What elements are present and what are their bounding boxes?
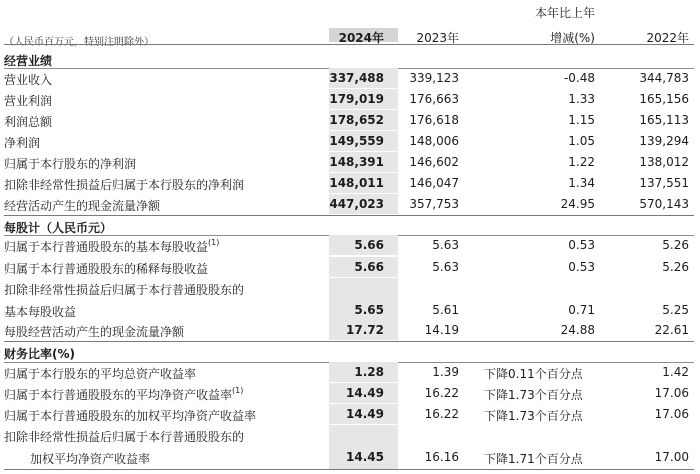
value-change: 1.22 bbox=[568, 155, 595, 169]
value-2024: 179,019 bbox=[329, 92, 384, 106]
value-2022: 17.06 bbox=[654, 386, 689, 400]
value-2024: 5.66 bbox=[354, 260, 384, 274]
value-2024: 14.49 bbox=[346, 407, 384, 421]
value-2024: 5.66 bbox=[354, 238, 384, 252]
value-2024: 14.49 bbox=[346, 386, 384, 400]
value-change: 24.95 bbox=[560, 197, 595, 211]
value-2022: 139,294 bbox=[639, 134, 689, 148]
value-2024: 337,488 bbox=[329, 71, 384, 85]
table-row bbox=[0, 257, 700, 277]
value-2024: 149,559 bbox=[329, 134, 384, 148]
value-2023: 176,618 bbox=[409, 113, 459, 127]
table-row bbox=[0, 320, 700, 340]
table-row bbox=[0, 110, 700, 130]
table-row bbox=[0, 278, 700, 320]
table-row bbox=[0, 383, 700, 403]
row-label: 净利润 bbox=[4, 136, 41, 150]
table-bottom-border bbox=[4, 469, 694, 470]
table-row bbox=[0, 362, 700, 382]
col-header-2023: 2023年 bbox=[416, 31, 459, 45]
value-change: 1.34 bbox=[568, 176, 595, 190]
value-2023: 16.16 bbox=[424, 450, 459, 464]
row-label-text: 归属于本行普通股股东的平均净资产收益率 bbox=[4, 388, 233, 402]
unit-note: （人民币百万元，特别注明除外） bbox=[4, 37, 154, 48]
table-row bbox=[0, 68, 700, 88]
value-change: 1.15 bbox=[568, 113, 595, 127]
row-label-text: 归属于本行普通股股东的基本每股收益 bbox=[4, 240, 209, 254]
col-header-change-line1: 本年比上年 bbox=[534, 6, 595, 20]
table-row bbox=[0, 152, 700, 172]
value-2023: 16.22 bbox=[424, 386, 459, 400]
value-2023: 5.63 bbox=[432, 260, 459, 274]
value-2023: 339,123 bbox=[409, 71, 459, 85]
value-2024: 5.65 bbox=[354, 303, 384, 317]
table-row bbox=[0, 89, 700, 109]
value-2023: 1.39 bbox=[432, 365, 459, 379]
value-2022: 344,783 bbox=[639, 71, 689, 85]
row-label: 归属于本行普通股股东的加权平均净资产收益率 bbox=[4, 409, 257, 423]
value-2022: 165,113 bbox=[639, 113, 689, 127]
section-title-ratios: 财务比率(%) bbox=[4, 347, 75, 361]
value-change: 下降0.11个百分点 bbox=[484, 367, 583, 381]
value-2022: 570,143 bbox=[639, 197, 689, 211]
value-2023: 357,753 bbox=[409, 197, 459, 211]
col-header-change-line2: 增减(%) bbox=[550, 31, 595, 45]
value-2024: 178,652 bbox=[329, 113, 384, 127]
value-2024: 148,011 bbox=[329, 176, 384, 190]
row-label-line1: 扣除非经常性损益后归属于本行普通股股东的 bbox=[4, 430, 245, 444]
value-change: -0.48 bbox=[563, 71, 595, 85]
value-change: 1.33 bbox=[568, 92, 595, 106]
footnote-marker: (1) bbox=[208, 238, 220, 247]
value-2024: 14.45 bbox=[346, 450, 384, 464]
value-2023: 5.61 bbox=[432, 303, 459, 317]
value-change: 下降1.73个百分点 bbox=[484, 388, 583, 402]
value-2022: 1.42 bbox=[662, 365, 689, 379]
section-title-per-share: 每股计（人民币元） bbox=[4, 221, 113, 235]
table-row bbox=[0, 235, 700, 255]
row-label: 归属于本行股东的净利润 bbox=[4, 157, 137, 171]
value-2024: 447,023 bbox=[329, 197, 384, 211]
value-2022: 5.26 bbox=[662, 260, 689, 274]
row-label bbox=[4, 386, 243, 403]
value-2024: 17.72 bbox=[346, 323, 384, 337]
value-2022: 138,012 bbox=[639, 155, 689, 169]
row-label: 每股经营活动产生的现金流量净额 bbox=[4, 325, 185, 339]
table-row bbox=[0, 425, 700, 469]
value-2023: 148,006 bbox=[409, 134, 459, 148]
value-change: 0.53 bbox=[568, 238, 595, 252]
value-change: 0.53 bbox=[568, 260, 595, 274]
row-label: 归属于本行股东的平均总资产收益率 bbox=[4, 367, 197, 381]
row-label: 基本每股收益 bbox=[4, 305, 77, 319]
value-2023: 5.63 bbox=[432, 238, 459, 252]
row-label: 加权平均净资产收益率 bbox=[30, 452, 151, 466]
value-2022: 17.00 bbox=[654, 450, 689, 464]
row-label: 归属于本行普通股股东的稀释每股收益 bbox=[4, 262, 209, 276]
value-2023: 16.22 bbox=[424, 407, 459, 421]
row-label: 利润总额 bbox=[4, 115, 53, 129]
col-header-2024: 2024年 bbox=[338, 31, 384, 45]
value-2023: 146,047 bbox=[409, 176, 459, 190]
value-change: 0.71 bbox=[568, 303, 595, 317]
value-2024: 1.28 bbox=[354, 365, 384, 379]
table-row bbox=[0, 131, 700, 151]
value-2022: 5.26 bbox=[662, 238, 689, 252]
row-label-line1: 扣除非经常性损益后归属于本行普通股股东的 bbox=[4, 283, 245, 297]
value-2024: 148,391 bbox=[329, 155, 384, 169]
row-label: 经营活动产生的现金流量净额 bbox=[4, 199, 161, 213]
value-2022: 165,156 bbox=[639, 92, 689, 106]
row-label: 营业收入 bbox=[4, 73, 53, 87]
value-2022: 137,551 bbox=[639, 176, 689, 190]
value-2023: 14.19 bbox=[424, 323, 459, 337]
value-2022: 22.61 bbox=[654, 323, 689, 337]
value-change: 下降1.73个百分点 bbox=[484, 409, 583, 423]
value-2022: 17.06 bbox=[654, 407, 689, 421]
value-2023: 176,663 bbox=[409, 92, 459, 106]
table-row bbox=[0, 194, 700, 214]
value-change: 24.88 bbox=[560, 323, 595, 337]
section-title-performance: 经营业绩 bbox=[4, 54, 53, 68]
value-2023: 146,602 bbox=[409, 155, 459, 169]
value-change: 下降1.71个百分点 bbox=[484, 452, 583, 466]
value-change: 1.05 bbox=[568, 134, 595, 148]
row-label: 营业利润 bbox=[4, 94, 53, 108]
section-divider bbox=[4, 215, 694, 216]
col-header-2022: 2022年 bbox=[646, 31, 689, 45]
row-label bbox=[4, 238, 219, 255]
row-label: 扣除非经常性损益后归属于本行股东的净利润 bbox=[4, 178, 245, 192]
footnote-marker: (1) bbox=[232, 386, 244, 395]
section-divider bbox=[4, 341, 694, 342]
value-2022: 5.25 bbox=[662, 303, 689, 317]
table-row bbox=[0, 173, 700, 193]
table-row bbox=[0, 404, 700, 424]
header-divider bbox=[4, 44, 694, 45]
